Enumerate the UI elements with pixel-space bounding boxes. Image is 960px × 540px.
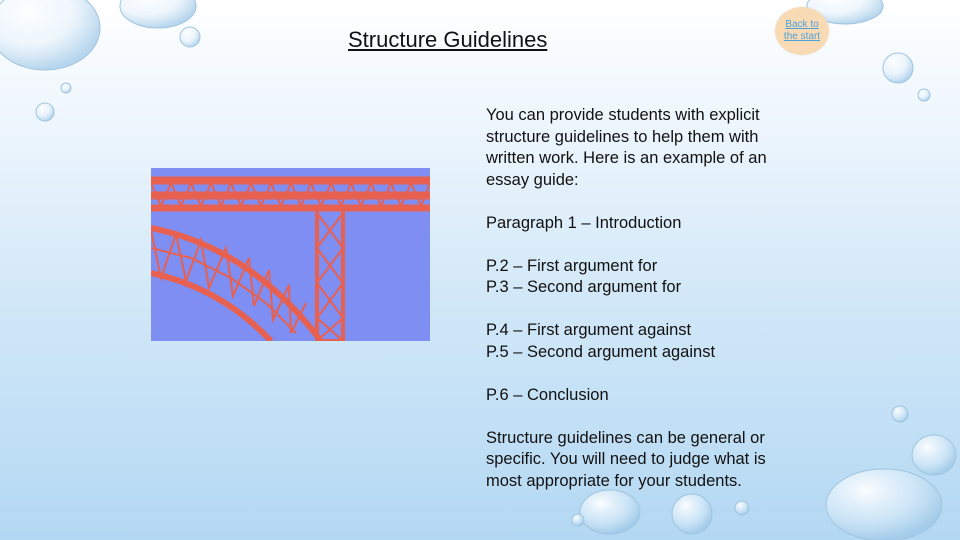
slide-title: Structure Guidelines (348, 27, 548, 52)
bridge-photo (151, 168, 430, 341)
water-drop (180, 27, 200, 47)
text-line: Paragraph 1 – Introduction (486, 213, 682, 232)
closing-paragraph (486, 428, 806, 493)
water-drop (826, 469, 942, 540)
water-drop (572, 514, 584, 526)
text-line: You can provide students with explicit structure guidelines to help them with written work. Here is an example of an essay guide: (486, 106, 767, 189)
guide-item (486, 213, 806, 235)
water-drop (0, 0, 100, 70)
water-drop (120, 0, 196, 28)
water-drop (672, 494, 712, 534)
text-line: P.5 – Second argument against (486, 342, 716, 361)
text-line: P.4 – First argument against (486, 321, 692, 339)
water-drop (735, 501, 749, 515)
water-drop (892, 406, 908, 422)
guide-item (486, 320, 806, 363)
text-line: Structure guidelines can be general or specific. You will need to judge what is most appropriate for your students. (486, 428, 766, 490)
water-drop (61, 83, 71, 93)
intro-paragraph (486, 105, 806, 191)
text-line: P.3 – Second argument for (486, 278, 682, 296)
water-drop (36, 103, 54, 121)
water-drop (883, 53, 913, 83)
text-line: P.2 – First argument for (486, 256, 658, 275)
back-to-start-button[interactable]: Back to the start (775, 7, 829, 55)
water-drop (912, 435, 956, 475)
water-drop (918, 89, 930, 101)
guide-item (486, 256, 806, 299)
body-text (486, 105, 806, 492)
text-line: P.6 – Conclusion (486, 385, 609, 404)
guide-item (486, 385, 806, 407)
water-drop (580, 490, 640, 534)
